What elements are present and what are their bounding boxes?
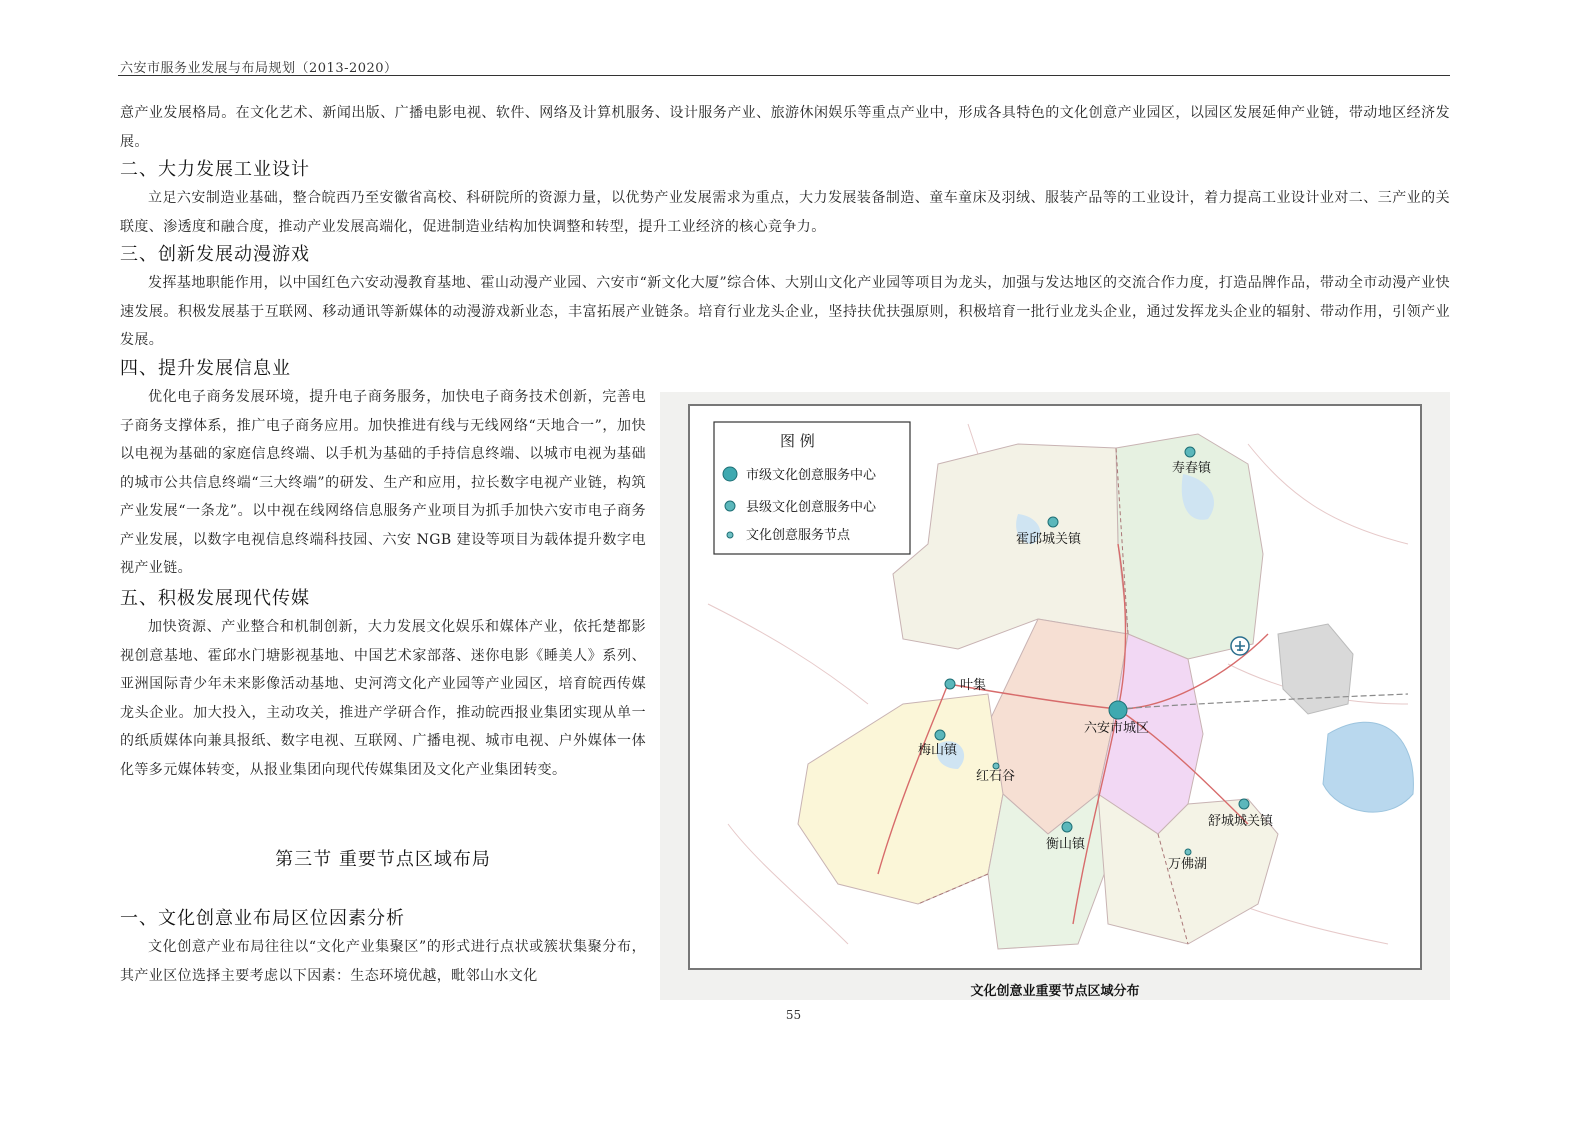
document-header-title: 六安市服务业发展与布局规划（2013-2020） bbox=[120, 61, 398, 76]
paragraph-modern-media: 加快资源、产业整合和机制创新，大力发展文化娱乐和媒体产业，依托楚都影视创意基地、霍邱水门塘影视基地、中国艺术家部落、迷你电影《睡美人》系列、亚洲国际青少年未来影像活动基地、史河湾文化产业园等产业园区，培育皖西传媒龙头企业。加大投入，主动攻关，推进产学研合作，推动皖西报业集团实现从单一的纸质媒体向兼具报纸、数字电视、互联网、广播电视、城市电视、户外媒体一体化等多元媒体转变，从报业集团向现代传媒集团及文化产业集团转变。 bbox=[120, 619, 646, 778]
header-divider bbox=[118, 75, 1450, 76]
legend-city-center-icon bbox=[723, 467, 737, 481]
page-number: 55 bbox=[785, 1008, 802, 1022]
label-shucheng: 舒城城关镇 bbox=[1208, 814, 1274, 829]
label-shouchun: 寿春镇 bbox=[1172, 461, 1212, 476]
heading-information-industry: 四、提升发展信息业 bbox=[120, 358, 291, 379]
marker-wanfohu bbox=[1185, 849, 1191, 855]
heading-industrial-design: 二、大力发展工业设计 bbox=[120, 159, 310, 180]
paragraph-industrial-design: 立足六安制造业基础，整合皖西乃至安徽省高校、科研院所的资源力量，以优势产业发展需求为重点，大力发展装备制造、童车童床及羽绒、服装产品等的工业设计，着力提高工业设计业对二、三产业的关联度、渗透度和融合度，推动产业发展高端化，促进制造业结构加快调整和转型，提升工业经济的核心竞争力。 bbox=[120, 190, 1450, 235]
map-legend bbox=[714, 422, 910, 554]
label-wanfohu: 万佛湖 bbox=[1168, 857, 1208, 872]
airport-icon bbox=[1231, 637, 1249, 655]
marker-yeji bbox=[945, 679, 955, 689]
legend-county-center-icon bbox=[725, 501, 735, 511]
label-hengshan: 衡山镇 bbox=[1046, 837, 1086, 852]
paragraph-information-industry: 优化电子商务发展环境，提升电子商务服务，加快电子商务技术创新，完善电子商务支撑体系，推广电子商务应用。加快推进有线与无线网络“天地合一”，加快以电视为基础的家庭信息终端、以手机为基础的手持信息终端、以城市电视为基础的城市公共信息终端“三大终端”的研发、生产和应用，拉长数字电视产业链，构筑产业发展“一条龙”。以中视在线网络信息服务产业项目为抓手加快六安市电子商务产业发展，以数字电视信息终端科技园、六安 NGB 建设等项目为载体提升数字电视产业链。 bbox=[120, 389, 646, 576]
section-title: 第三节 重要节点区域布局 bbox=[275, 849, 491, 870]
regional-map bbox=[688, 404, 1422, 970]
heading-animation-games: 三、创新发展动漫游戏 bbox=[120, 244, 310, 265]
marker-shouchun bbox=[1185, 447, 1195, 457]
legend-item-node: 文化创意服务节点 bbox=[746, 528, 851, 543]
intro-paragraph: 意产业发展格局。在文化艺术、新闻出版、广播电影电视、软件、网络及计算机服务、设计服务产业、旅游休闲娱乐等重点产业中，形成各具特色的文化创意产业园区，以园区发展延伸产业链，带动地区经济发展。 bbox=[120, 105, 1450, 150]
label-luan-city: 六安市城区 bbox=[1084, 721, 1150, 736]
legend-node-icon bbox=[727, 532, 733, 538]
marker-luan-city bbox=[1109, 701, 1127, 719]
label-yeji: 叶集 bbox=[960, 678, 987, 693]
label-meishan: 梅山镇 bbox=[918, 743, 958, 758]
label-hongshigu: 红石谷 bbox=[976, 769, 1016, 784]
heading-modern-media: 五、积极发展现代传媒 bbox=[120, 588, 310, 609]
marker-hengshan bbox=[1062, 822, 1072, 832]
label-huoqiu: 霍邱城关镇 bbox=[1016, 532, 1082, 547]
paragraph-animation-games: 发挥基地职能作用，以中国红色六安动漫教育基地、霍山动漫产业园、六安市“新文化大厦”综合体、大别山文化产业园等项目为龙头，加强与发达地区的交流合作力度，打造品牌作品，带动全市动漫产业快速发展。积极发展基于互联网、移动通讯等新媒体的动漫游戏新业态，丰富拓展产业链条。培育行业龙头企业，坚持扶优扶强原则，积极培育一批行业龙头企业，通过发挥龙头企业的辐射、带动作用，引领产业发展。 bbox=[120, 275, 1450, 348]
legend-title: 图 例 bbox=[780, 432, 815, 450]
map-caption: 文化创意业重要节点区域分布 bbox=[970, 984, 1140, 999]
legend-item-county-center: 县级文化创意服务中心 bbox=[746, 500, 877, 515]
paragraph-location-factors: 文化创意产业布局往往以“文化产业集聚区”的形式进行点状或簇状集聚分布，其产业区位选择主要考虑以下因素：生态环境优越，毗邻山水文化 bbox=[120, 939, 646, 984]
marker-shucheng bbox=[1239, 799, 1249, 809]
heading-location-factors: 一、文化创意业布局区位因素分析 bbox=[120, 908, 405, 929]
marker-huoqiu bbox=[1048, 517, 1058, 527]
marker-meishan bbox=[935, 730, 945, 740]
legend-item-city-center: 市级文化创意服务中心 bbox=[746, 468, 877, 483]
